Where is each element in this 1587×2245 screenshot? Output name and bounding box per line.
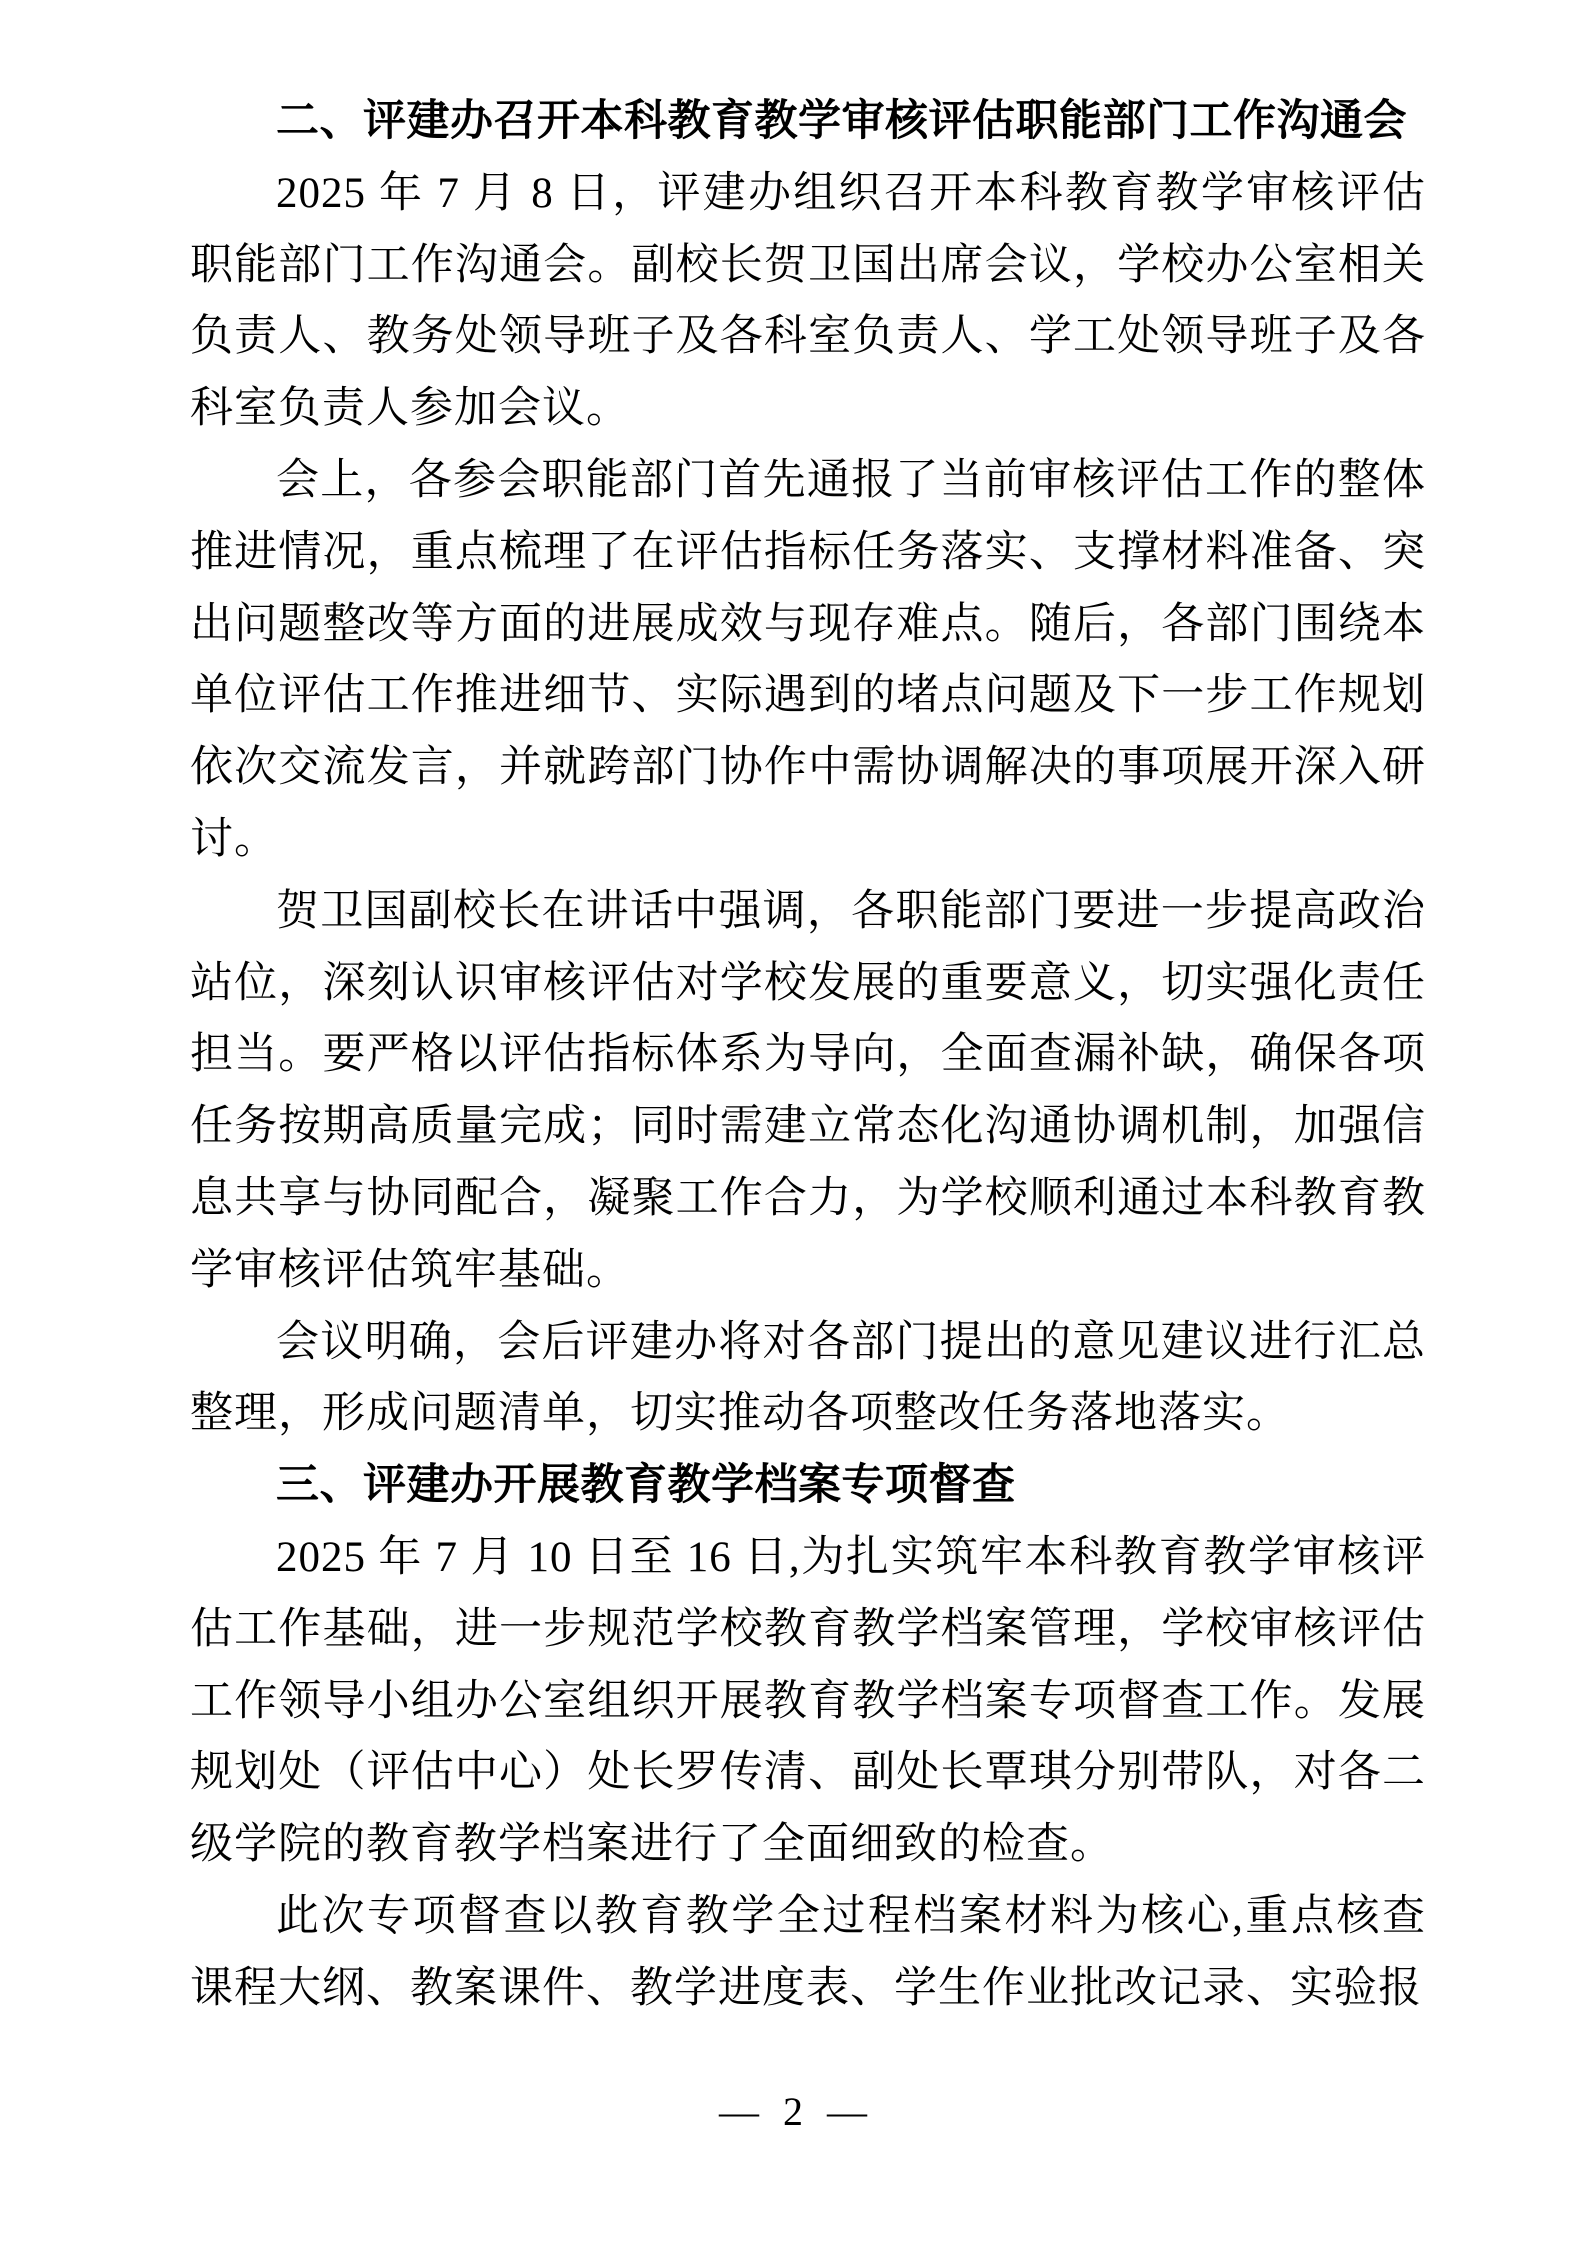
section-2-heading: 二、评建办召开本科教育教学审核评估职能部门工作沟通会 — [276, 96, 1407, 146]
page-number: — 2 — — [719, 2089, 868, 2134]
document-content — [190, 86, 1426, 2025]
section-2-paragraph-4: 会议明确，会后评建办将对各部门提出的意见建议进行汇总整理，形成问题清单，切实推动各项整改任务落地落实。 — [190, 1318, 1426, 1438]
section-2-paragraph-1: 2025 年 7 月 8 日，评建办组织召开本科教育教学审核评估职能部门工作沟通会。副校长贺卫国出席会议，学校办公室相关负责人、教务处领导班子及各科室负责人、学工处领导班子及各科室负责人参加会议。 — [190, 169, 1426, 433]
section-3-heading: 三、评建办开展教育教学档案专项督查 — [276, 1460, 1016, 1511]
section-3-paragraph-1: 2025 年 7 月 10 日至 16 日,为扎实筑牢本科教育教学审核评估工作基础，进一步规范学校教育教学档案管理，学校审核评估工作领导小组办公室组织开展教育教学档案专项督查工作。发展规划处（评估中心）处长罗传清、副处长覃琪分别带队，对各二级学院的教育教学档案进行了全面细致的检查。 — [190, 1533, 1426, 1869]
section-2-paragraph-3: 贺卫国副校长在讲话中强调，各职能部门要进一步提高政治站位，深刻认识审核评估对学校发展的重要意义，切实强化责任担当。要严格以评估指标体系为导向，全面查漏补缺，确保各项任务按期高质量完成；同时需建立常态化沟通协调机制，加强信息共享与协同配合，凝聚工作合力，为学校顺利通过本科教育教学审核评估筑牢基础。 — [190, 887, 1426, 1294]
section-3-paragraph-2: 此次专项督查以教育教学全过程档案材料为核心,重点核查课程大纲、教案课件、教学进度表、学生作业批改记录、实验报 — [190, 1892, 1426, 2012]
section-2-paragraph-2: 会上，各参会职能部门首先通报了当前审核评估工作的整体推进情况，重点梳理了在评估指标任务落实、支撑材料准备、突出问题整改等方面的进展成效与现存难点。随后，各部门围绕本单位评估工作推进细节、实际遇到的堵点问题及下一步工作规划依次交流发言，并就跨部门协作中需协调解决的事项展开深入研讨。 — [190, 456, 1426, 863]
